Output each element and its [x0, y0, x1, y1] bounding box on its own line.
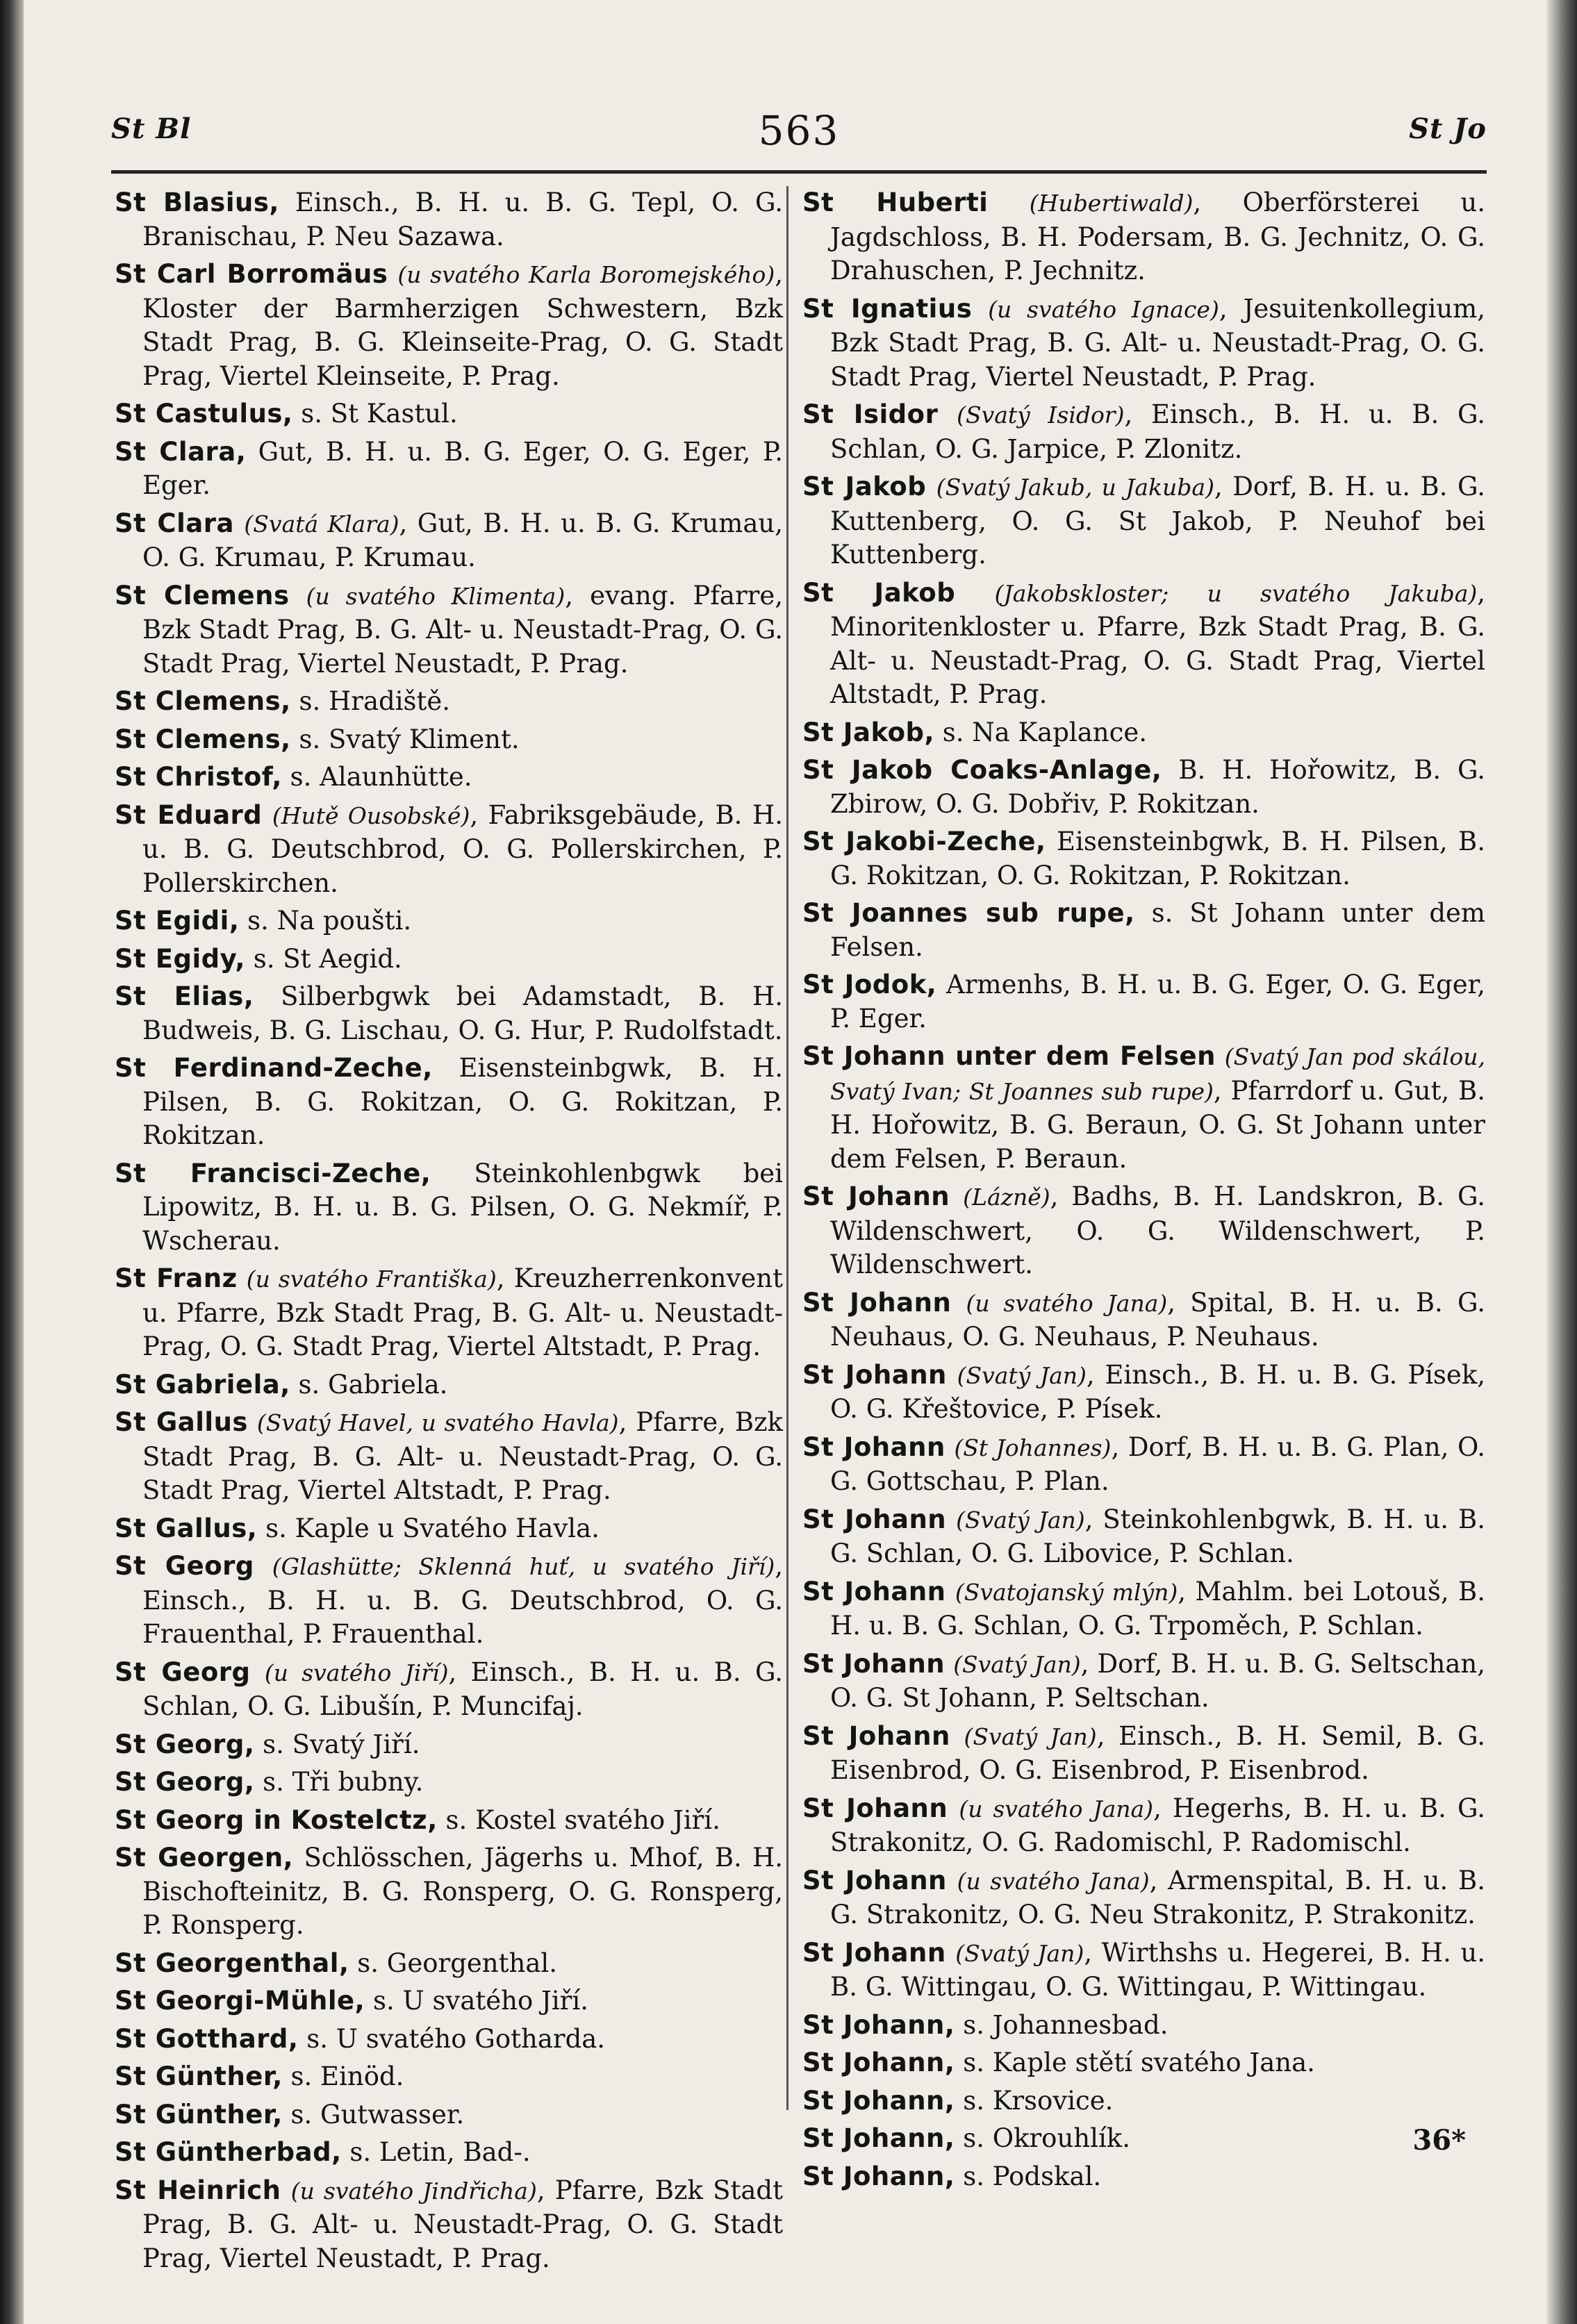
entry-headword: St Johann [802, 1431, 946, 1462]
entry-description: Einsch., B. H. u. B. G. Tepl, O. G. Branischau, P. Neu Sazawa. [142, 188, 783, 251]
column-divider [786, 186, 788, 2110]
entry-headword: St Clemens, [115, 724, 291, 754]
gazetteer-entry [115, 2136, 783, 2170]
entry-headword: St Heinrich [115, 2175, 281, 2205]
entry-description: s. Na Kaplance. [942, 717, 1147, 747]
entry-description: s. U svatého Gotharda. [306, 2023, 606, 2054]
entry-description: , Pfarre, Bzk Stadt Prag, B. G. Alt- u. Neustadt-Prag, O. G. Stadt Prag, Viertel Neustadt, P. Prag. [142, 2175, 783, 2273]
gazetteer-entry [115, 799, 783, 901]
entry-alternate-name: (u svatého Karla Boromejského) [397, 261, 775, 288]
entry-headword: St Georg [115, 1551, 254, 1581]
entry-headword: St Clara, [115, 436, 247, 467]
gazetteer-entry [802, 1936, 1485, 2005]
entry-headword: St Gotthard, [115, 2023, 299, 2054]
signature-mark: 36* [1412, 2124, 1466, 2157]
entry-alternate-name: (u svatého Jana) [966, 1289, 1168, 1317]
entry-description: , Wirthshs u. Hegerei, B. H. u. B. G. Wittingau, O. G. Wittingau, P. Wittingau. [830, 1937, 1485, 2002]
entry-description: , Dorf, B. H. u. B. G. Kuttenberg, O. G. St Jakob, P. Neuhof bei Kuttenberg. [830, 472, 1485, 570]
entry-headword: St Jakob [802, 577, 956, 608]
entry-description: s. Einöd. [290, 2061, 404, 2091]
entry-alternate-name: (u svatého Ignace) [988, 295, 1219, 323]
entry-description: Gut, B. H. u. B. G. Eger, O. G. Eger, P. Eger. [142, 436, 783, 500]
entry-alternate-name: (u svatého Františka) [246, 1265, 497, 1293]
gazetteer-entry [802, 470, 1485, 572]
entry-description: , Dorf, B. H. u. B. G. Plan, O. G. Gottschau, P. Plan. [830, 1431, 1485, 1496]
entry-description: , Oberförsterei u. Jagdschloss, B. H. Podersam, B. G. Jechnitz, O. G. Drahuschen, P. Jechnitz. [830, 188, 1485, 285]
entry-headword: St Jakob, [802, 717, 935, 747]
entry-headword: St Johann [802, 1865, 947, 1895]
running-header [111, 104, 1487, 167]
entry-description: , Jesuitenkollegium, Bzk Stadt Prag, B. G. Alt- u. Neustadt-Prag, O. G. Stadt Prag, Viertel Neustadt, P. Prag. [830, 293, 1485, 392]
gazetteer-entry [115, 761, 783, 795]
entry-headword: St Georgenthal, [115, 1948, 349, 1978]
entry-description: s. Gutwasser. [290, 2099, 465, 2130]
entry-description: B. H. Hořowitz, B. G. Zbirow, O. G. Dobřiv, P. Rokitzan. [830, 755, 1485, 819]
gazetteer-entry [802, 716, 1485, 750]
entry-headword: St Clemens, [115, 686, 291, 716]
gazetteer-entry [115, 723, 783, 757]
gazetteer-entry [115, 186, 783, 254]
entry-headword: St Johann, [802, 2085, 955, 2116]
gazetteer-entry [115, 1157, 783, 1259]
entry-alternate-name: (Svatý Jan) [955, 1939, 1084, 1967]
entry-description: Eisensteinbgwk, B. H. Pilsen, B. G. Rokitzan, O. G. Rokitzan, P. Rokitzan. [830, 827, 1485, 890]
entry-headword: St Johann, [802, 2009, 955, 2040]
gazetteer-entry [802, 1575, 1485, 1643]
gazetteer-entry [802, 1503, 1485, 1571]
entry-description: , Mahlm. bei Lotouš, B. H. u. B. G. Schlan, O. G. Trpoměch, P. Schlan. [830, 1576, 1485, 1641]
entry-description: Steinkohlenbgwk bei Lipowitz, B. H. u. B. G. Pilsen, O. G. Nekmíř, P. Wscherau. [142, 1158, 784, 1256]
entry-description: , Einsch., B. H. u. B. G. Deutschbrod, O. G. Frauenthal, P. Frauenthal. [142, 1551, 783, 1649]
entry-headword: St Francisci-Zeche, [115, 1158, 431, 1188]
gazetteer-entry [802, 1359, 1485, 1427]
entry-description: s. Georgenthal. [357, 1948, 557, 1978]
entry-headword: St Jakob Coaks-Anlage, [802, 755, 1162, 785]
gazetteer-entry [115, 435, 783, 503]
entry-alternate-name: (Hutě Ousobské) [272, 802, 470, 829]
entry-headword: St Johann, [802, 2048, 955, 2077]
entry-description: , Dorf, B. H. u. B. G. Seltschan, O. G. St Johann, P. Seltschan. [830, 1648, 1485, 1713]
entry-headword: St Johann [802, 1793, 948, 1823]
gazetteer-entry [115, 1804, 783, 1838]
entry-headword: St Johann unter dem Felsen [802, 1041, 1216, 1071]
entry-description: s. Podskal. [963, 2161, 1102, 2191]
gazetteer-entry [802, 1180, 1485, 1282]
entry-description: , Kloster der Barmherzigen Schwestern, Bzk Stadt Prag, B. G. Kleinseite-Prag, O. G. Stadt Prag, Viertel Kleinseite, P. Prag. [142, 259, 783, 391]
page-edge-right [1546, 0, 1577, 2324]
entry-alternate-name: (Svatý Isidor) [957, 401, 1125, 429]
entry-headword: St Ferdinand-Zeche, [115, 1053, 433, 1083]
entry-headword: St Georg, [115, 1767, 255, 1797]
gazetteer-entry [802, 292, 1485, 395]
entry-description: Eisensteinbgwk, B. H. Pilsen, B. G. Rokitzan, O. G. Rokitzan, P. Rokitzan. [142, 1053, 783, 1150]
entry-headword: St Jakob [802, 472, 927, 501]
entry-alternate-name: (Svatý Jan) [953, 1650, 1081, 1678]
entry-alternate-name: (Svatá Klara) [244, 510, 399, 538]
gazetteer-entry [115, 980, 783, 1047]
entry-headword: St Johann, [802, 2161, 955, 2191]
entry-headword: St Castulus, [115, 399, 293, 429]
gazetteer-entry [115, 1766, 783, 1800]
entry-headword: St Gabriela, [115, 1369, 290, 1400]
entry-description: s. St Kastul. [301, 399, 458, 429]
entry-description: s. St Aegid. [253, 943, 402, 974]
entry-description: Schlösschen, Jägerhs u. Mhof, B. H. Bischofteinitz, B. G. Ronsperg, O. G. Ronsperg, P. Ronsperg. [142, 1843, 784, 1940]
entry-headword: St Gallus, [115, 1513, 258, 1543]
entry-description: s. Krsovice. [963, 2085, 1114, 2116]
entry-description: s. St Johann unter dem Felsen. [830, 898, 1485, 962]
entry-description: , Einsch., B. H. u. B. G. Písek, O. G. Křeštovice, P. Písek. [830, 1359, 1485, 1424]
entry-description: Silberbgwk bei Adamstadt, B. H. Budweis, B. G. Lischau, O. G. Hur, P. Rudolfstadt. [142, 981, 784, 1045]
entry-headword: St Johann [802, 1359, 947, 1390]
entry-headword: St Clara [115, 508, 234, 538]
entry-alternate-name: (Glashütte; Sklenná huť, u svatého Jiří) [272, 1553, 775, 1580]
entry-headword: St Günther, [115, 2061, 283, 2091]
gazetteer-entry [115, 1656, 783, 1724]
entry-headword: St Gallus [115, 1407, 248, 1437]
gazetteer-entry [802, 576, 1485, 712]
entry-headword: St Jakobi-Zeche, [802, 827, 1046, 856]
gazetteer-entry [802, 1431, 1485, 1499]
entry-description: s. Svatý Jiří. [263, 1729, 420, 1759]
entry-headword: St Christof, [115, 762, 282, 792]
gazetteer-entry [802, 1286, 1485, 1354]
entry-description: , Pfarre, Bzk Stadt Prag, B. G. Alt- u. Neustadt-Prag, O. G. Stadt Prag, Viertel Altstadt, P. Prag. [142, 1407, 783, 1505]
gazetteer-entry [802, 754, 1485, 821]
entry-description: , Steinkohlenbgwk, B. H. u. B. G. Schlan, O. G. Libovice, P. Schlan. [830, 1504, 1485, 1568]
header-right-keyword: St Jo [1409, 113, 1487, 145]
entry-description: s. Letin, Bad-. [349, 2137, 531, 2167]
left-column [115, 186, 783, 2280]
gazetteer-entry [802, 398, 1485, 466]
entry-headword: St Georgi-Mühle, [115, 1986, 365, 2016]
entry-alternate-name: (St Johannes) [954, 1434, 1112, 1461]
entry-description: , Spital, B. H. u. B. G. Neuhaus, O. G. Neuhaus, P. Neuhaus. [830, 1287, 1485, 1352]
gazetteer-entry [115, 2098, 783, 2132]
entry-description: , Armenspital, B. H. u. B. G. Strakonitz, O. G. Neu Strakonitz, P. Strakonitz. [830, 1865, 1485, 1929]
gazetteer-entry [802, 2046, 1485, 2080]
entry-headword: St Jodok, [802, 970, 937, 999]
gazetteer-entry [802, 825, 1485, 893]
entry-headword: St Georg in Kostelctz, [115, 1804, 438, 1835]
entry-alternate-name: (Svatý Jan) [956, 1506, 1085, 1534]
gazetteer-entry [115, 1052, 783, 1153]
gazetteer-entry [802, 186, 1485, 288]
entry-description: s. Kostel svatého Jiří. [445, 1804, 720, 1835]
gazetteer-entry [115, 1368, 783, 1402]
gazetteer-entry [115, 579, 783, 681]
entry-description: s. Okrouhlík. [963, 2123, 1130, 2153]
entry-description: s. Hradiště. [299, 686, 451, 716]
entry-description: , Einsch., B. H. Semil, B. G. Eisenbrod, O. G. Eisenbrod, P. Eisenbrod. [830, 1720, 1485, 1785]
entry-headword: St Huberti [802, 188, 989, 217]
header-left-keyword: St Bl [111, 113, 192, 145]
page-edge-left [0, 0, 24, 2324]
entry-description: s. Na poušti. [247, 906, 412, 936]
entry-headword: St Egidi, [115, 906, 240, 936]
entry-description: s. Kaple u Svatého Havla. [265, 1513, 600, 1543]
entry-headword: St Johann [802, 1287, 952, 1318]
entry-alternate-name: (Svatý Havel, u svatého Havla) [256, 1409, 619, 1436]
gazetteer-entry [115, 507, 783, 575]
entry-headword: St Isidor [802, 399, 939, 429]
entry-headword: St Clemens [115, 580, 290, 611]
entry-alternate-name: (u svatého Jana) [959, 1795, 1154, 1823]
entry-headword: St Johann [802, 1181, 950, 1211]
entry-description: Armenhs, B. H. u. B. G. Eger, O. G. Eger, P. Eger. [830, 970, 1485, 1034]
entry-description: s. U svatého Jiří. [372, 1986, 588, 2016]
entry-description: s. Svatý Kliment. [299, 724, 520, 754]
gazetteer-entry [802, 897, 1485, 964]
entry-description: , Hegerhs, B. H. u. B. G. Strakonitz, O. G. Radomischl, P. Radomischl. [830, 1793, 1486, 1857]
entry-alternate-name: (Svatojanský mlýn) [955, 1578, 1178, 1606]
entry-description: , Badhs, B. H. Landskron, B. G. Wildenschwert, O. G. Wildenschwert, P. Wildenschwert. [830, 1181, 1485, 1279]
entry-alternate-name: (Svatý Jan) [957, 1361, 1087, 1389]
gazetteer-entry [115, 1728, 783, 1762]
entry-alternate-name: (Jakobskloster; u svatého Jakuba) [994, 579, 1478, 607]
gazetteer-entry [802, 2009, 1485, 2043]
entry-description: s. Johannesbad. [963, 2009, 1169, 2040]
entry-alternate-name: (Svatý Jan pod skálou, Svatý Ivan; St Joannes sub rupe) [830, 1043, 1485, 1105]
gazetteer-entry [802, 1720, 1485, 1788]
entry-headword: St Günther, [115, 2099, 283, 2130]
entry-description: , Fabriksgebäude, B. H. u. B. G. Deutschbrod, O. G. Pollerskirchen, P. Pollerskirchen. [142, 799, 783, 898]
gazetteer-entry [802, 1864, 1485, 1932]
entry-headword: St Güntherbad, [115, 2137, 342, 2167]
entry-headword: St Georgen, [115, 1843, 294, 1873]
entry-description: s. Kaple stětí svatého Jana. [963, 2048, 1315, 2077]
entry-description: , Kreuzherrenkonvent u. Pfarre, Bzk Stadt Prag, B. G. Alt- u. Neustadt-Prag, O. G. Stadt Prag, Viertel Altstadt, P. Prag. [142, 1263, 784, 1361]
entry-alternate-name: (u svatého Jindřicha) [290, 2177, 537, 2205]
gazetteer-entry [802, 1647, 1485, 1716]
entry-description: , Pfarrdorf u. Gut, B. H. Hořowitz, B. G. Beraun, O. G. St Johann unter dem Felsen, P. Beraun. [830, 1075, 1485, 1174]
entry-description: , Einsch., B. H. u. B. G. Schlan, O. G. Jarpice, P. Zlonitz. [830, 399, 1486, 464]
entry-alternate-name: (u svatého Jana) [957, 1867, 1150, 1895]
entry-headword: St Eduard [115, 799, 263, 830]
entry-headword: St Elias, [115, 981, 254, 1011]
entry-description: , Gut, B. H. u. B. G. Krumau, O. G. Krumau, P. Krumau. [142, 508, 783, 572]
entry-headword: St Johann [802, 1937, 946, 1968]
gazetteer-entry [115, 2060, 783, 2094]
entry-alternate-name: (u svatého Jiří) [264, 1659, 449, 1686]
gazetteer-entry [115, 943, 783, 977]
entry-description: s. Gabriela. [298, 1369, 448, 1400]
gazetteer-entry [115, 685, 783, 719]
gazetteer-entry [115, 397, 783, 431]
gazetteer-entry [115, 1550, 783, 1652]
entry-headword: St Johann [802, 1720, 950, 1751]
entry-description: , Einsch., B. H. u. B. G. Schlan, O. G. Libušín, P. Muncifaj. [142, 1657, 784, 1721]
entry-alternate-name: (Svatý Jan) [964, 1723, 1097, 1750]
gazetteer-entry [115, 1512, 783, 1546]
gazetteer-entry [115, 1841, 783, 1943]
entry-headword: St Johann [802, 1576, 946, 1607]
gazetteer-entry [802, 1792, 1485, 1860]
entry-description: , evang. Pfarre, Bzk Stadt Prag, B. G. Alt- u. Neustadt-Prag, O. G. Stadt Prag, Viertel Neustadt, P. Prag. [142, 580, 783, 679]
gazetteer-entry [802, 2160, 1485, 2194]
gazetteer-entry [115, 258, 783, 393]
gazetteer-entry [802, 968, 1485, 1036]
gazetteer-entry [115, 1984, 783, 2018]
entry-description: s. Alaunhütte. [290, 762, 472, 792]
entry-headword: St Egidy, [115, 943, 245, 974]
entry-alternate-name: (Lázně) [963, 1184, 1050, 1211]
entry-description: s. Tři bubny. [263, 1767, 424, 1797]
entry-headword: St Georg [115, 1657, 251, 1687]
entry-alternate-name: (Hubertiwald) [1029, 190, 1194, 217]
entry-alternate-name: (u svatého Klimenta) [306, 582, 565, 610]
entry-headword: St Johann [802, 1504, 947, 1534]
page-number: 563 [758, 107, 840, 154]
entry-headword: St Joannes sub rupe, [802, 898, 1135, 928]
gazetteer-entry [115, 2023, 783, 2057]
entry-headword: St Blasius, [115, 188, 279, 217]
entry-headword: St Johann, [802, 2123, 955, 2153]
entry-alternate-name: (Svatý Jakub, u Jakuba) [936, 474, 1214, 501]
entry-headword: St Franz [115, 1263, 238, 1293]
entry-headword: St Ignatius [802, 293, 973, 324]
gazetteer-entry [802, 1040, 1485, 1176]
entry-headword: St Johann [802, 1648, 946, 1679]
gazetteer-entry [115, 1947, 783, 1981]
gazetteer-entry [115, 904, 783, 938]
gazetteer-entry [115, 2174, 783, 2276]
right-column [802, 186, 1485, 2198]
entry-headword: St Georg, [115, 1729, 255, 1759]
entry-headword: St Carl Borromäus [115, 259, 388, 289]
gazetteer-entry [115, 1406, 783, 1508]
header-rule [111, 170, 1487, 174]
gazetteer-entry [115, 1262, 783, 1364]
entry-description: , Minoritenkloster u. Pfarre, Bzk Stadt Prag, B. G. Alt- u. Neustadt-Prag, O. G. Stadt Prag, Viertel Altstadt, P. Prag. [830, 577, 1486, 709]
gazetteer-entry [802, 2084, 1485, 2118]
